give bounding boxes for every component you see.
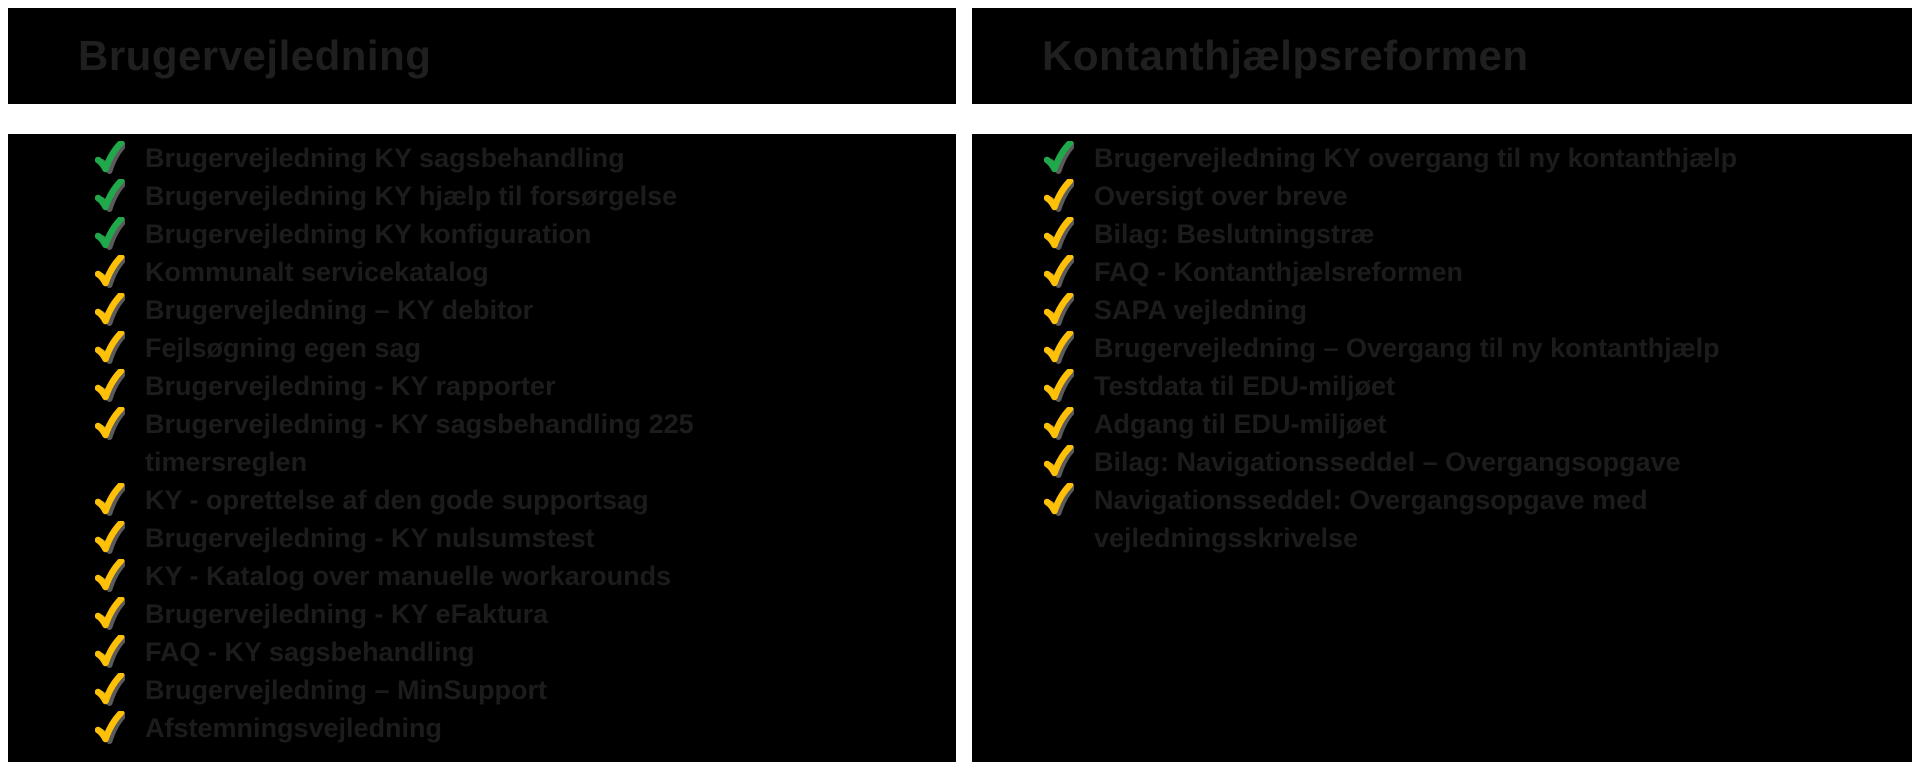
list-item[interactable] (95, 633, 946, 671)
list-item-label: Fejlsøgning egen sag (145, 333, 422, 363)
list-item-label: Testdata til EDU-miljøet (1094, 371, 1396, 401)
list-item-label: Bilag: Navigationsseddel – Overgangsopgave (1094, 447, 1681, 477)
list-item-label: Afstemningsvejledning (145, 713, 443, 743)
check-pending-icon (95, 331, 125, 365)
check-pending-icon (95, 293, 125, 327)
list-item[interactable] (95, 481, 946, 519)
list-item[interactable] (1044, 329, 1902, 367)
list-item-label: Brugervejledning KY konfiguration (145, 219, 592, 249)
check-pending-icon (1044, 179, 1074, 213)
check-done-icon (1044, 141, 1074, 175)
list-item-label: Brugervejledning - KY eFaktura (145, 599, 549, 629)
panel-header-kontanthjaelpsreformen (972, 8, 1912, 104)
list-item-label: KY - oprettelse af den gode supportsag (145, 485, 649, 515)
checklist-kontanthjaelpsreformen (972, 134, 1912, 762)
list-item-label: Brugervejledning KY hjælp til forsørgelse (145, 181, 678, 211)
column-brugervejledning (8, 8, 956, 762)
check-pending-icon (95, 635, 125, 669)
check-pending-icon (95, 483, 125, 517)
list-item[interactable] (1044, 367, 1902, 405)
list-item[interactable] (95, 177, 946, 215)
check-pending-icon (1044, 331, 1074, 365)
list-item-label: Adgang til EDU-miljøet (1094, 409, 1387, 439)
check-pending-icon (95, 711, 125, 745)
check-pending-icon (1044, 293, 1074, 327)
list-item-label: Brugervejledning - KY rapporter (145, 371, 556, 401)
list-item-label: Oversigt over breve (1094, 181, 1348, 211)
column-kontanthjaelpsreformen (972, 8, 1912, 762)
list-item-label: FAQ - KY sagsbehandling (145, 637, 475, 667)
list-item-label: Brugervejledning KY overgang til ny kontanthjælp (1094, 143, 1738, 173)
list-item-label: Bilag: Beslutningstræ (1094, 219, 1375, 249)
list-item-label: Brugervejledning - KY nulsumstest (145, 523, 595, 553)
check-done-icon (95, 141, 125, 175)
list-item[interactable] (1044, 443, 1902, 481)
list-item-label: Brugervejledning - KY sagsbehandling 225 timersreglen (145, 409, 694, 477)
list-item[interactable] (95, 557, 946, 595)
list-item[interactable] (95, 253, 946, 291)
list-item[interactable] (95, 595, 946, 633)
check-pending-icon (1044, 217, 1074, 251)
check-pending-icon (95, 255, 125, 289)
list-item-label: Brugervejledning – KY debitor (145, 295, 534, 325)
list-item[interactable] (1044, 215, 1902, 253)
list-item[interactable] (95, 519, 946, 557)
list-item-label: KY - Katalog over manuelle workarounds (145, 561, 672, 591)
list-item[interactable] (95, 709, 946, 747)
list-item[interactable] (95, 139, 946, 177)
list-item-label: Brugervejledning KY sagsbehandling (145, 143, 625, 173)
panel-header-brugervejledning (8, 8, 956, 104)
list-item[interactable] (95, 367, 946, 405)
check-pending-icon (1044, 483, 1074, 517)
list-item-label: Navigationsseddel: Overgangsopgave med vejledningsskrivelse (1094, 485, 1648, 553)
list-item[interactable] (1044, 139, 1902, 177)
check-pending-icon (95, 521, 125, 555)
list-item[interactable] (1044, 177, 1902, 215)
check-pending-icon (95, 407, 125, 441)
list-item-label: FAQ - Kontanthjælsreformen (1094, 257, 1464, 287)
panel-title: Brugervejledning (78, 32, 432, 79)
list-item[interactable] (1044, 405, 1902, 443)
panel-title: Kontanthjælpsreformen (1042, 32, 1529, 79)
check-pending-icon (95, 559, 125, 593)
list-item[interactable] (1044, 481, 1902, 557)
list-item-label: Brugervejledning – Overgang til ny kontanthjælp (1094, 333, 1720, 363)
list-item[interactable] (1044, 253, 1902, 291)
list-item[interactable] (95, 329, 946, 367)
list-item[interactable] (95, 215, 946, 253)
check-pending-icon (1044, 407, 1074, 441)
list-item[interactable] (95, 405, 946, 481)
list-item-label: Kommunalt servicekatalog (145, 257, 489, 287)
check-pending-icon (95, 673, 125, 707)
check-pending-icon (95, 597, 125, 631)
check-done-icon (95, 217, 125, 251)
list-item[interactable] (1044, 291, 1902, 329)
list-item-label: Brugervejledning – MinSupport (145, 675, 548, 705)
check-pending-icon (1044, 255, 1074, 289)
check-pending-icon (1044, 445, 1074, 479)
check-pending-icon (1044, 369, 1074, 403)
check-done-icon (95, 179, 125, 213)
list-item[interactable] (95, 671, 946, 709)
check-pending-icon (95, 369, 125, 403)
list-item-label: SAPA vejledning (1094, 295, 1308, 325)
list-item[interactable] (95, 291, 946, 329)
checklist-brugervejledning (8, 134, 956, 762)
